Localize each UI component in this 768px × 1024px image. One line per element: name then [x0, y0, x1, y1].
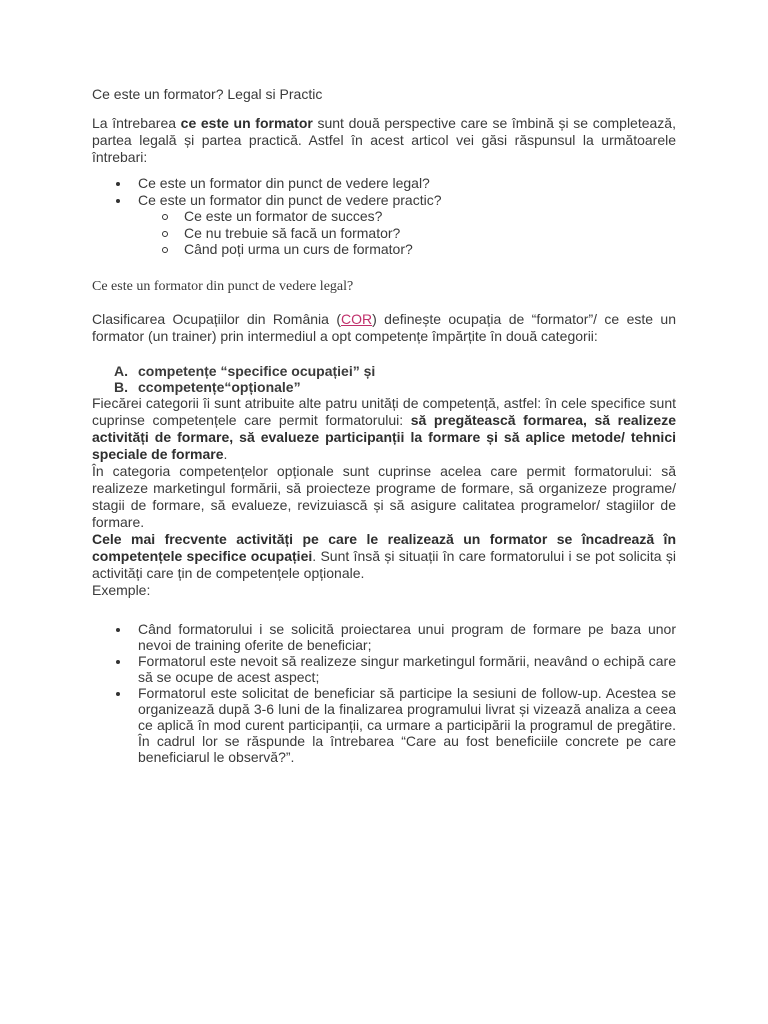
units-pre: Fiecărei categorii îi sunt atribuite alte patru unități de competență, astfel: în cele specifice sunt cuprinse competențele care permit formatorului: — [92, 394, 676, 428]
frequent-bold: Cele mai frecvente activități pe care le realizează un formator se încadrează în competențele specifice ocupației — [92, 530, 676, 564]
list-item: Formatorul este nevoit să realizeze singur marketingul formării, neavând o echipă care să se ocupe de acest aspect; — [138, 652, 676, 685]
list-item: Ce nu trebuie să facă un formator? — [184, 225, 676, 242]
list-item-label: competențe “specifice ocupației” și — [138, 362, 376, 379]
list-item: Ce este un formator din punct de vedere legal? — [138, 175, 676, 192]
examples-list — [92, 621, 676, 765]
intro-pre: La întrebarea — [92, 115, 181, 131]
list-item-label: Ce este un formator din punct de vedere practic? — [138, 191, 442, 208]
page-title: Ce este un formator? Legal si Practic — [92, 86, 323, 102]
examples-label: Exemple: — [92, 581, 151, 598]
list-item: Formatorul este solicitat de beneficiar să participe la sesiuni de follow-up. Acestea se organizează după 3-6 luni de la finalizarea programului livrat și vizează analiza a ceea ce aplică în mod curent participanții, ca urmare a participării la programul de pregătire. În cadrul lor se răspunde la întrebarea “Care au fost beneficiile concrete pe care beneficiarul le observă?”. — [138, 684, 676, 765]
units-post: . — [223, 445, 228, 462]
list-marker: A. — [114, 362, 128, 379]
optional-paragraph: În categoria competențelor opționale sunt cuprinse acelea care permit formatorului: să realizeze marketingul formării, să proiecteze programe de formare, să organizeze programe/ stagii de formare, să evalueze, revizuiască și să asigure calitatea programelor/ stagiilor de formare. — [92, 462, 676, 530]
list-item — [138, 192, 676, 258]
subquestions-list — [138, 208, 676, 258]
list-item — [114, 362, 676, 379]
intro-bold: ce este un formator — [180, 115, 313, 131]
intro-paragraph — [92, 115, 676, 166]
classification-pre: Clasificarea Ocupațiilor din România ( — [92, 310, 341, 327]
list-marker: B. — [114, 378, 128, 395]
list-item: Când formatorului i se solicită proiectarea unui program de formare pe baza unor nevoi de training oferite de beneficiar; — [138, 620, 676, 653]
list-item-label: ccompetențe“opționale” — [138, 378, 301, 395]
classification-post: ) definește ocupația de “formator”/ ce este un formator (un trainer) prin intermediul a opt competențe împărțite în două categorii: — [92, 310, 676, 344]
categories-list — [92, 363, 676, 395]
units-bold: să pregătească formarea, să realizeze activități de formare, să evalueze participanții la formare și să aplice metode/ tehnici speciale de formare — [92, 411, 676, 462]
list-item — [114, 378, 676, 395]
frequent-post: . Sunt însă și situații în care formatorului i se pot solicita și activități care țin de competențele opționale. — [92, 547, 676, 581]
list-item: Ce este un formator de succes? — [184, 208, 676, 225]
questions-list — [92, 175, 676, 258]
list-item: Când poți urma un curs de formator? — [184, 241, 676, 258]
frequent-paragraph — [92, 531, 676, 582]
classification-paragraph — [92, 311, 676, 345]
units-paragraph — [92, 395, 676, 463]
section-heading: Ce este un formator din punct de vedere legal? — [92, 278, 354, 294]
cor-link[interactable]: COR — [341, 310, 373, 327]
intro-post: sunt două perspective care se îmbină și se completează, partea legală și partea practică. Astfel în acest articol vei găsi răspunsul la următoarele întrebari: — [92, 115, 676, 165]
